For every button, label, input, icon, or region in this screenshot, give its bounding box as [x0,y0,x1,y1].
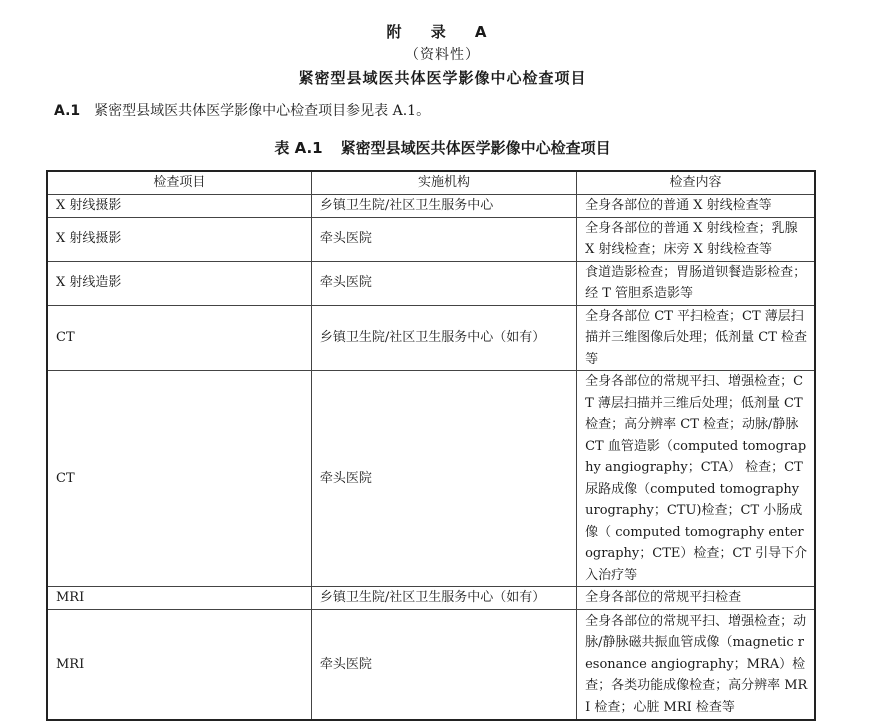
cell-institution: 乡镇卫生院/社区卫生服务中心（如有） [311,587,576,610]
cell-item: X 射线造影 [47,261,311,305]
table-row [47,371,815,587]
clause-text: 紧密型县域医共体医学影像中心检查项目参见表 A.1。 [94,103,431,119]
cell-content: 全身各部位的普通 X 射线检查等 [577,194,815,217]
cell-content: 全身各部位的常规平扫、增强检查；动脉/静脉磁共振血管成像（magnetic resonance angiography；MRA）检查；各类功能成像检查；高分辨率 MRI 检查；心脏 MRI 检查等 [577,610,815,720]
table-row [47,610,815,720]
table-caption-number: 表 A.1 [274,139,323,157]
cell-institution: 牵头医院 [311,217,576,261]
table-row [47,261,815,305]
header-item: 检查项目 [47,171,311,194]
cell-institution: 乡镇卫生院/社区卫生服务中心（如有） [311,305,576,371]
table-row [47,194,815,217]
annex-heading: 紧密型县域医共体医学影像中心检查项目 [298,69,587,87]
table-row [47,217,815,261]
clause-a1 [54,101,430,121]
cell-institution: 牵头医院 [311,261,576,305]
cell-item: CT [47,305,311,371]
annex-title: 附 录 A [386,23,499,41]
cell-content: 全身各部位 CT 平扫检查；CT 薄层扫描并三维图像后处理；低剂量 CT 检查等 [577,305,815,371]
table-row [47,587,815,610]
cell-item: X 射线摄影 [47,217,311,261]
cell-item: CT [47,371,311,587]
cell-item: MRI [47,610,311,720]
cell-institution: 牵头医院 [311,610,576,720]
clause-number: A.1 [54,103,81,119]
cell-item: MRI [47,587,311,610]
cell-content: 食道造影检查；胃肠道钡餐造影检查；经 T 管胆系造影等 [577,261,815,305]
header-institution: 实施机构 [311,171,576,194]
cell-institution: 乡镇卫生院/社区卫生服务中心 [311,194,576,217]
table-caption [0,138,885,158]
table-header-row [47,171,815,194]
exam-items-table [46,170,816,721]
annex-subtitle: （资料性） [405,47,480,63]
cell-content: 全身各部位的常规平扫检查 [577,587,815,610]
cell-content: 全身各部位的常规平扫、增强检查；CT 薄层扫描并三维后处理；低剂量 CT 检查；高分辨率 CT 检查；动脉/静脉 CT 血管造影（computed tomography angiography；CTA） 检查；CT 尿路成像（computed tomography urography；CTU)检查；CT 小肠成像（ computed tomography enterography；CTE）检查；CT 引导下介入治疗等 [577,371,815,587]
cell-content: 全身各部位的普通 X 射线检查；乳腺 X 射线检查；床旁 X 射线检查等 [577,217,815,261]
cell-institution: 牵头医院 [311,371,576,587]
header-content: 检查内容 [577,171,815,194]
table-caption-title: 紧密型县域医共体医学影像中心检查项目 [340,139,611,157]
cell-item: X 射线摄影 [47,194,311,217]
table-row [47,305,815,371]
